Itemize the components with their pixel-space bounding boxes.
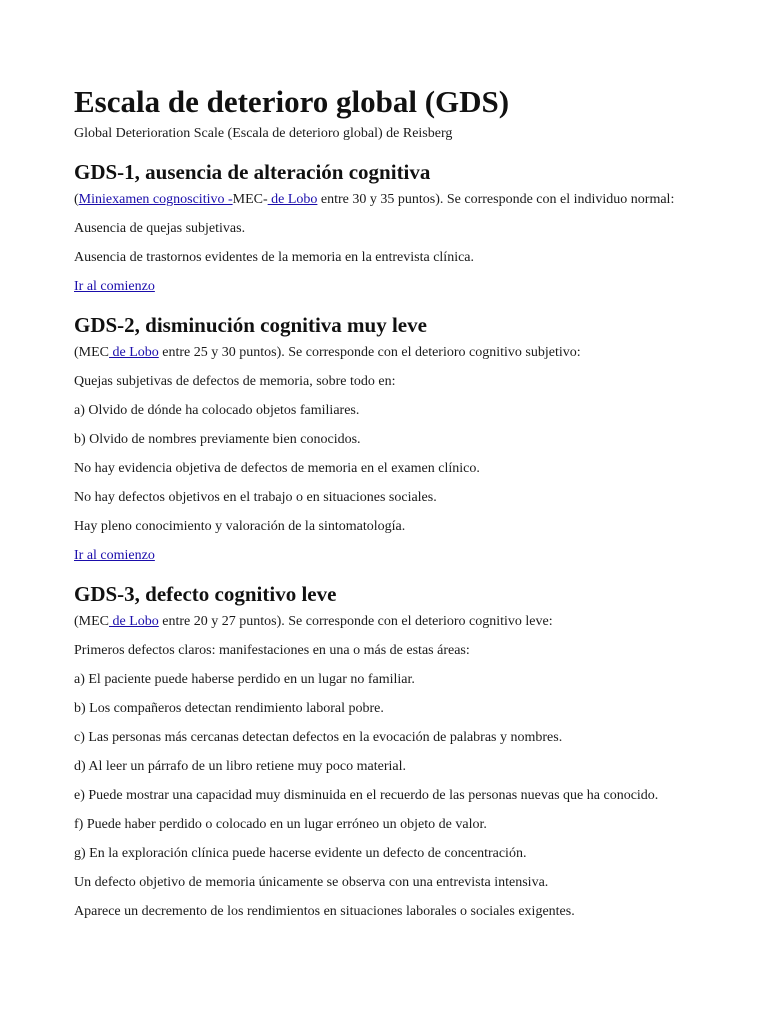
intro-text: entre 30 y 35 puntos). Se corresponde con el individuo normal:	[317, 192, 675, 207]
intro-text: (MEC	[74, 345, 109, 360]
section-line: a) Olvido de dónde ha colocado objetos familiares.	[74, 403, 360, 418]
intro-text: entre 25 y 30 puntos). Se corresponde con el deterioro cognitivo subjetivo:	[158, 345, 581, 360]
section-line: Un defecto objetivo de memoria únicamente se observa con una entrevista intensiva.	[74, 875, 549, 890]
back-to-top-link[interactable]: Ir al comienzo	[74, 279, 155, 294]
intro-text: entre 20 y 27 puntos). Se corresponde con el deterioro cognitivo leve:	[158, 614, 553, 629]
back-to-top-link[interactable]: Ir al comienzo	[74, 548, 155, 563]
section-line: b) Olvido de nombres previamente bien conocidos.	[74, 432, 361, 447]
intro-text: (	[74, 192, 79, 207]
page-title: Escala de deterioro global (GDS)	[74, 84, 510, 119]
miniexamen-link[interactable]: Miniexamen cognoscitivo -	[78, 192, 233, 207]
section-intro-gds1	[74, 189, 694, 210]
intro-text: MEC-	[232, 192, 268, 207]
section-line: a) El paciente puede haberse perdido en un lugar no familiar.	[74, 672, 415, 687]
section-line: Ausencia de quejas subjetivas.	[74, 221, 246, 236]
section-line: f) Puede haber perdido o colocado en un lugar erróneo un objeto de valor.	[74, 817, 487, 832]
section-intro-gds2	[74, 342, 694, 363]
section-heading-gds1: GDS-1, ausencia de alteración cognitiva	[74, 160, 431, 184]
section-line: Quejas subjetivas de defectos de memoria, sobre todo en:	[74, 374, 396, 389]
section-line: c) Las personas más cercanas detectan defectos en la evocación de palabras y nombres.	[74, 730, 563, 745]
page-subtitle: Global Deterioration Scale (Escala de deterioro global) de Reisberg	[74, 126, 453, 141]
document-page	[74, 84, 694, 922]
section-line: Primeros defectos claros: manifestaciones en una o más de estas áreas:	[74, 643, 470, 658]
de-lobo-link[interactable]: de Lobo	[109, 614, 159, 629]
de-lobo-link[interactable]: de Lobo	[267, 192, 318, 207]
section-line: Hay pleno conocimiento y valoración de la sintomatología.	[74, 519, 406, 534]
section-line: g) En la exploración clínica puede hacerse evidente un defecto de concentración.	[74, 846, 527, 861]
section-line: Aparece un decremento de los rendimientos en situaciones laborales o sociales exigentes.	[74, 904, 575, 919]
de-lobo-link[interactable]: de Lobo	[109, 345, 159, 360]
intro-text: (MEC	[74, 614, 109, 629]
section-line: No hay evidencia objetiva de defectos de memoria en el examen clínico.	[74, 461, 480, 476]
section-line: No hay defectos objetivos en el trabajo o en situaciones sociales.	[74, 490, 437, 505]
section-line: e) Puede mostrar una capacidad muy disminuida en el recuerdo de las personas nuevas que ha conocido.	[74, 788, 659, 803]
section-heading-gds2: GDS-2, disminución cognitiva muy leve	[74, 313, 427, 337]
section-intro-gds3	[74, 611, 694, 632]
section-line: b) Los compañeros detectan rendimiento laboral pobre.	[74, 701, 384, 716]
section-line: Ausencia de trastornos evidentes de la memoria en la entrevista clínica.	[74, 250, 475, 265]
section-line: d) Al leer un párrafo de un libro retiene muy poco material.	[74, 759, 406, 774]
section-heading-gds3: GDS-3, defecto cognitivo leve	[74, 582, 337, 606]
